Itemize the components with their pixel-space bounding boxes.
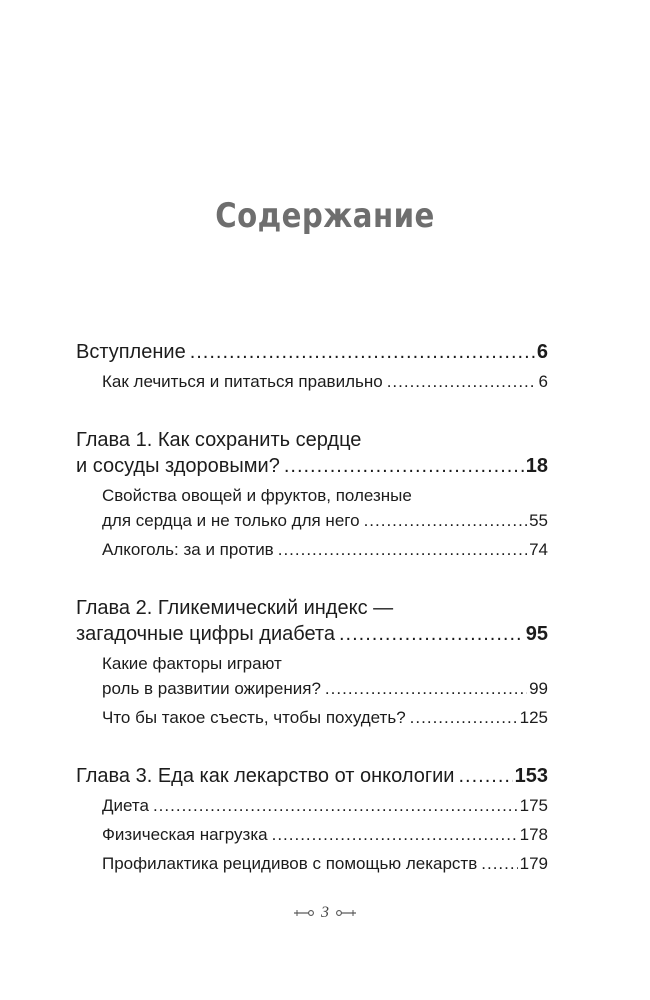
toc-entry-title: загадочные цифры диабета xyxy=(76,623,335,645)
toc-entry-intro[interactable] xyxy=(76,339,548,365)
toc-page-number: 125 xyxy=(519,708,548,727)
toc-page-number: 6 xyxy=(536,341,548,363)
toc-page-number: 18 xyxy=(525,455,548,477)
dot-leader xyxy=(272,822,518,848)
toc-entry-title: Глава 3. Еда как лекарство от онкологии xyxy=(76,765,455,787)
ornament-right-icon xyxy=(335,908,357,918)
toc-entry-title: роль в развитии ожирения? xyxy=(102,679,321,698)
toc-entry-title: Профилактика рецидивов с помощью лекарств xyxy=(102,854,478,873)
toc-entry-title: для сердца и не только для него xyxy=(102,511,360,530)
toc-entry-ch3-2[interactable] xyxy=(102,822,548,848)
toc-entry-ch2-1[interactable] xyxy=(102,676,548,702)
toc-entry-ch1-1-line1[interactable] xyxy=(102,483,548,509)
toc-entry-title-line: Свойства овощей и фруктов, полезные xyxy=(102,486,412,505)
dot-leader xyxy=(410,705,518,731)
toc-entry-title-line: Глава 2. Гликемический индекс — xyxy=(76,597,394,619)
toc-entry-ch3-1[interactable] xyxy=(102,793,548,819)
ornament-left-icon xyxy=(293,908,315,918)
toc-entry-ch3[interactable] xyxy=(76,763,548,789)
page-number: 3 xyxy=(321,904,329,921)
toc-entry-ch1[interactable] xyxy=(76,453,548,479)
dot-leader xyxy=(284,453,524,479)
toc-entry-intro-1[interactable] xyxy=(102,369,548,395)
toc-page-number: 74 xyxy=(529,540,548,559)
toc-entry-title-line: Глава 1. Как сохранить сердце xyxy=(76,429,362,451)
dot-leader xyxy=(458,763,512,789)
toc-entry-title: и сосуды здоровыми? xyxy=(76,455,280,477)
toc-entry-title: Как лечиться и питаться правильно xyxy=(102,372,383,391)
dot-leader xyxy=(325,676,527,702)
toc-entry-ch2-1-line1[interactable] xyxy=(102,651,548,677)
toc-entry-ch2[interactable] xyxy=(76,621,548,647)
toc-entry-title: Физическая нагрузка xyxy=(102,825,268,844)
dot-leader xyxy=(364,508,528,534)
dot-leader xyxy=(481,851,517,877)
toc-page-number: 179 xyxy=(519,854,548,873)
toc-page-number: 6 xyxy=(538,372,548,391)
toc-entry-ch1-1[interactable] xyxy=(102,508,548,534)
toc-entry-ch1-line1[interactable] xyxy=(76,427,548,453)
dot-leader xyxy=(153,793,518,819)
toc-page-number: 95 xyxy=(525,623,548,645)
dot-leader xyxy=(190,339,535,365)
toc-entry-ch2-line1[interactable] xyxy=(76,595,548,621)
toc-page-number: 153 xyxy=(514,765,548,787)
page-title: Содержание xyxy=(215,196,435,236)
page-footer xyxy=(0,904,650,922)
toc-entry-title: Что бы такое съесть, чтобы похудеть? xyxy=(102,708,406,727)
toc-entry-title: Алкоголь: за и против xyxy=(102,540,274,559)
dot-leader xyxy=(387,369,537,395)
toc-page-number: 55 xyxy=(529,511,548,530)
toc-entry-ch2-2[interactable] xyxy=(102,705,548,731)
toc-page-number: 178 xyxy=(519,825,548,844)
toc-page-number: 175 xyxy=(519,796,548,815)
toc-entry-title-line: Какие факторы играют xyxy=(102,654,282,673)
toc-entry-ch3-3[interactable] xyxy=(102,851,548,877)
toc-entry-title: Вступление xyxy=(76,341,186,363)
dot-leader xyxy=(278,537,527,563)
toc-page-number: 99 xyxy=(529,679,548,698)
dot-leader xyxy=(339,621,524,647)
toc-entry-title: Диета xyxy=(102,796,149,815)
toc-entry-ch1-2[interactable] xyxy=(102,537,548,563)
